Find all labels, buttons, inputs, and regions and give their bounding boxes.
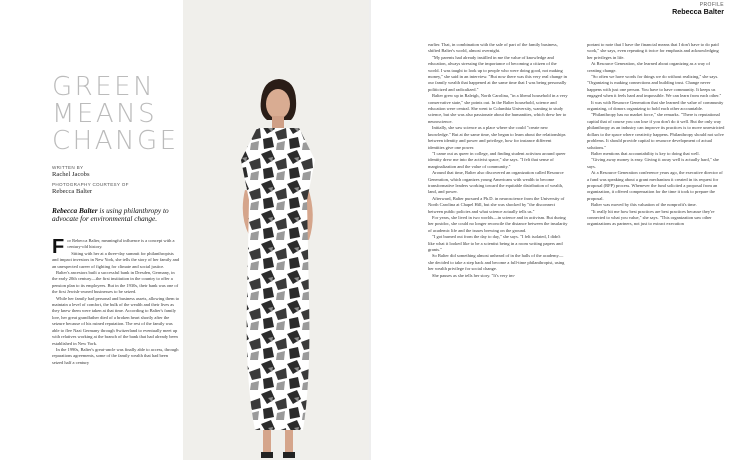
byline [52,165,182,199]
photographer-name: Rebecca Balter [52,188,93,195]
paragraph: At Resource Generation, she learned about organizing as a way of creating change. [587,61,710,73]
paragraph: "Giving away money is easy. Giving it away well is actually hard," she says. [587,157,719,169]
paragraph: Balter was moved by this valuation of the nonprofit's time. [591,202,697,208]
headline-line-3: CHANGE [52,126,179,156]
headline [52,74,182,155]
paragraph: Balter's ancestors built a successful bank in Dresden, Germany, in the early 20th century—the first institution in the country to offer a pension plan to its employees. But in the 1930s, their bank was one of the first Jewish-owned businesses to be seized. [52,270,179,295]
author-name: Rachel Jacobs [52,171,90,178]
deck-name: Rebecca Balter [52,206,98,215]
lead-text: or Rebecca Balter, meaningful influence is a concept with a century-old history. [67,238,175,250]
paragraph: At a Resource Generation conference years ago, the executive director of a fund was speaking about a grant mechanism it created in its request for proposal (RFP) process. Whenever the fund solicited a proposal from an organization, it offered compensation for the time it took to prepare the proposal. [587,170,723,201]
paragraph: "Philanthropy has no market force," she remarks. "There is reputational capital that of course you can lose if you don't do it well. But the only way philanthropy as an industry can improve its practices is to move unrestricted dollars to the space where creativity happens. Philanthropy should not solve problems. It should provide capital to resource development of actual solutions." [587,112,725,150]
article-column-a [428,42,568,279]
paragraph: So Balter did something almost unheard of in the halls of the academy—she decided to take a step back and become a full-time philanthropist, using her wealth privilege for social change. [428,253,565,272]
paragraph: Initially, she saw science as a place where she could "create new knowledge." But at the same time, she began to learn about the relationships between identity and power and privilege, how for instance different identities give one power. [428,125,566,150]
paragraph: Balter grew up in Raleigh, North Carolina, "in a liberal household in a very conservative state," she points out. In the Balter household, science and education were central. She went to Columbia University, wanting to study science, but she was also passionate about the humanities, which drew her to neuroscience. [428,93,568,124]
deck [52,207,180,224]
running-header [672,2,724,16]
page-gutter [369,0,371,460]
paragraph: In the 1990s, Balter's great-uncle was finally able to access, through reparations agreements, some of the family wealth that had been seized half a century [52,346,179,365]
portrait-illustration [183,0,369,460]
header-name: Rebecca Balter [672,7,724,16]
drop-cap: F [52,236,65,258]
paragraph: earlier. That, in combination with the sale of part of the family business, shifted Balter's world, almost overnight. [428,42,558,54]
paragraph: She pauses as she tells her story. "It's very im- [432,272,516,278]
deck-text: is using philanthropy to advocate for environmental change. [52,206,169,224]
paragraph: "So often we have words for things we do without realizing," she says. "Organizing is making connections and building trust. Change never happens with just one person. You have to have community. It keeps us engaged when it feels hard and impossible. We can learn from each other." [587,74,722,99]
photo-credit-label: PHOTOGRAPHY COURTESY OF [52,182,129,187]
headline-line-2: MEANS [52,99,158,129]
paragraph: "My parents had already instilled in me the value of knowledge and education, always stressing the importance of becoming a citizen of the world. I was taught to look up to people who were doing good, not making money," she said in an interview. "But now there was this very real change in our family wealth that happened at the same time that I was being personally politicized and radicalized." [428,54,568,92]
paragraph: "I came out as queer in college, and finding student activism around queer identity drew me into the activist space," she says. "I felt that sense of marginalization and the value of community." [428,150,566,169]
paragraph: Sitting with her at a three-day summit for philanthropists and impact investors in New York, she tells the story of her family and an unexpected career of fighting for climate and social justice. [52,250,180,269]
section-label: PROFILE [699,2,724,8]
written-by-label: WRITTEN BY [52,165,84,170]
portrait-photo [183,0,369,460]
article-column-b [587,42,725,228]
paragraph: Around that time, Balter also discovered an organization called Resource Generation, which organizes young Americans with wealth to become transformative leaders working toward the equitable distribution of wealth, land, and power. [428,170,564,195]
paragraph: While her family had personal and business assets, allowing them to maintain a level of comfort, the bulk of the wealth and their lives as they knew them were taken at that time. According to Balter's family lore, her great grandfather died of a broken heart shortly after the seizure because of his ruined reputation. The rest of the family was able to flee Nazi Germany through Switzerland to eventually meet up with relatives working at the branch of the bank that had already been established in New York. [52,295,180,346]
paragraph: portant to note that I have the financial means that I don't have to do paid work," she says, even repeating it twice for emphasis and acknowledging her privileges in life. [587,42,719,60]
paragraph: "I got burned out from the day to day," she says. "I felt isolated, I didn't like what it looked like to be a scientist being in a room writing papers and grants." [428,234,563,252]
paragraph: It was with Resource Generation that she learned the value of community organizing, of donors organizing to hold each other accountable. [587,99,724,112]
paragraph: Balter mentions that accountability is key to doing that well. [591,150,700,156]
left-article-column [52,238,180,366]
headline-line-1: GREEN [52,72,156,102]
paragraph: "It really hit me how best practices are best practices because they're connected to what you value," she says. "This organization saw other organizations as partners, not just to extract execution [587,208,715,227]
paragraph: For years, she lived in two worlds—in science and in activism. But during her postdoc, she could no longer reconcile the distance between the insularity of academic life and the issues brewing on the ground. [428,214,568,233]
paragraph: Afterward, Balter pursued a Ph.D. in neuroscience from the University of North Carolina at Chapel Hill, but she was shocked by "the disconnect between public policies and what science actually tells us." [428,195,565,214]
lead-paragraph [52,236,180,258]
